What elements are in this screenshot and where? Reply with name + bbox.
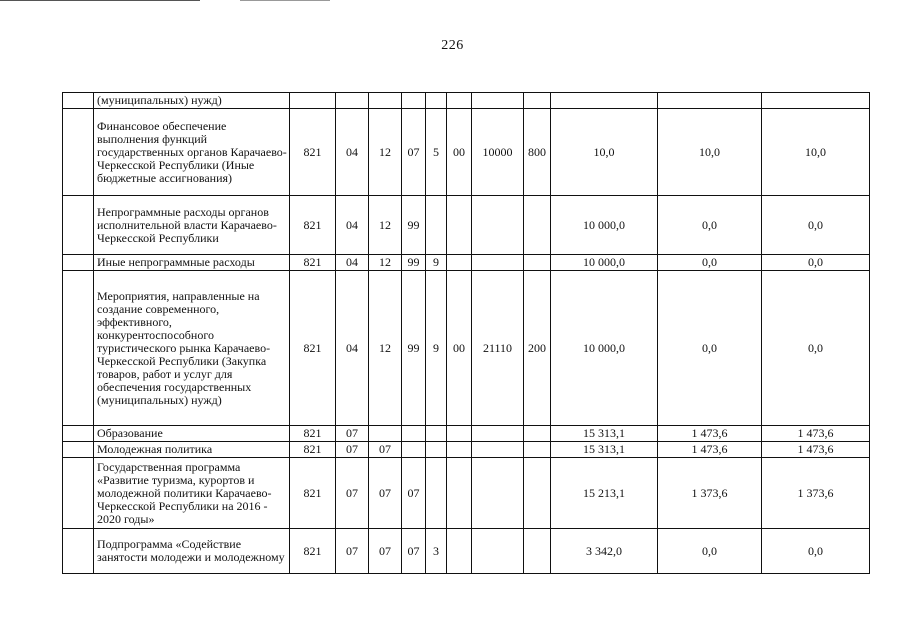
code-cell: 99 xyxy=(402,271,426,426)
code-cell xyxy=(402,93,426,109)
code-cell xyxy=(447,529,472,574)
code-cell xyxy=(426,93,447,109)
code-cell: 821 xyxy=(290,442,336,458)
code-cell xyxy=(447,442,472,458)
code-cell xyxy=(447,426,472,442)
table-row xyxy=(63,442,870,458)
code-cell: 07 xyxy=(402,458,426,529)
amount-cell: 15 213,1 xyxy=(551,458,658,529)
amount-cell: 0,0 xyxy=(762,271,870,426)
code-cell: 5 xyxy=(426,109,447,196)
amount-cell: 1 473,6 xyxy=(658,442,762,458)
row-index-cell xyxy=(63,109,94,196)
amount-cell xyxy=(551,93,658,109)
code-cell: 07 xyxy=(369,442,402,458)
code-cell xyxy=(426,458,447,529)
code-cell: 200 xyxy=(524,271,551,426)
code-cell xyxy=(402,442,426,458)
table-row xyxy=(63,255,870,271)
amount-cell: 15 313,1 xyxy=(551,442,658,458)
item-name-cell: Образование xyxy=(94,426,290,442)
row-index-cell xyxy=(63,255,94,271)
budget-table xyxy=(62,92,870,574)
amount-cell: 3 342,0 xyxy=(551,529,658,574)
code-cell: 10000 xyxy=(472,109,524,196)
code-cell: 12 xyxy=(369,109,402,196)
amount-cell: 10 000,0 xyxy=(551,196,658,255)
page-number: 226 xyxy=(441,38,464,53)
code-cell xyxy=(426,442,447,458)
code-cell: 00 xyxy=(447,109,472,196)
amount-cell: 0,0 xyxy=(762,196,870,255)
code-cell xyxy=(447,196,472,255)
row-index-cell xyxy=(63,442,94,458)
amount-cell: 0,0 xyxy=(658,196,762,255)
code-cell xyxy=(290,93,336,109)
amount-cell: 1 373,6 xyxy=(658,458,762,529)
code-cell: 821 xyxy=(290,109,336,196)
code-cell xyxy=(426,426,447,442)
amount-cell: 10,0 xyxy=(551,109,658,196)
code-cell: 07 xyxy=(336,529,369,574)
code-cell: 12 xyxy=(369,271,402,426)
code-cell xyxy=(369,93,402,109)
code-cell xyxy=(336,93,369,109)
code-cell: 12 xyxy=(369,255,402,271)
code-cell xyxy=(447,255,472,271)
code-cell xyxy=(472,529,524,574)
code-cell: 04 xyxy=(336,255,369,271)
row-index-cell xyxy=(63,529,94,574)
code-cell xyxy=(472,426,524,442)
table-row xyxy=(63,458,870,529)
code-cell xyxy=(472,196,524,255)
table-row xyxy=(63,109,870,196)
code-cell: 821 xyxy=(290,426,336,442)
code-cell: 07 xyxy=(402,109,426,196)
amount-cell: 0,0 xyxy=(762,529,870,574)
item-name-cell: Подпрограмма «Содействие занятости молодежи и молодежному xyxy=(94,529,290,574)
row-index-cell xyxy=(63,458,94,529)
code-cell: 21110 xyxy=(472,271,524,426)
amount-cell xyxy=(762,93,870,109)
scan-edge-line xyxy=(0,0,200,1)
code-cell: 9 xyxy=(426,255,447,271)
code-cell: 821 xyxy=(290,458,336,529)
code-cell xyxy=(472,442,524,458)
table-row xyxy=(63,196,870,255)
code-cell: 07 xyxy=(402,529,426,574)
code-cell: 9 xyxy=(426,271,447,426)
code-cell xyxy=(524,93,551,109)
code-cell: 800 xyxy=(524,109,551,196)
code-cell: 821 xyxy=(290,271,336,426)
amount-cell: 0,0 xyxy=(658,529,762,574)
code-cell xyxy=(447,458,472,529)
item-name-cell: (муниципальных) нужд) xyxy=(94,93,290,109)
code-cell: 3 xyxy=(426,529,447,574)
amount-cell: 0,0 xyxy=(658,255,762,271)
table-row xyxy=(63,426,870,442)
row-index-cell xyxy=(63,93,94,109)
amount-cell: 15 313,1 xyxy=(551,426,658,442)
code-cell xyxy=(524,529,551,574)
amount-cell: 0,0 xyxy=(762,255,870,271)
code-cell: 821 xyxy=(290,255,336,271)
amount-cell: 10,0 xyxy=(658,109,762,196)
code-cell: 07 xyxy=(369,458,402,529)
code-cell xyxy=(472,458,524,529)
amount-cell: 1 473,6 xyxy=(762,426,870,442)
code-cell: 821 xyxy=(290,529,336,574)
code-cell: 07 xyxy=(369,529,402,574)
amount-cell: 10 000,0 xyxy=(551,271,658,426)
code-cell xyxy=(524,442,551,458)
table-row xyxy=(63,529,870,574)
code-cell: 99 xyxy=(402,255,426,271)
item-name-cell: Иные непрограммные расходы xyxy=(94,255,290,271)
code-cell: 12 xyxy=(369,196,402,255)
row-index-cell xyxy=(63,196,94,255)
item-name-cell: Непрограммные расходы органов исполнительной власти Карачаево-Черкесской Республики xyxy=(94,196,290,255)
scan-edge-line xyxy=(240,0,330,1)
table-row xyxy=(63,271,870,426)
code-cell xyxy=(524,196,551,255)
code-cell xyxy=(472,93,524,109)
row-index-cell xyxy=(63,426,94,442)
amount-cell: 1 473,6 xyxy=(762,442,870,458)
code-cell: 07 xyxy=(336,426,369,442)
code-cell: 07 xyxy=(336,442,369,458)
code-cell: 04 xyxy=(336,109,369,196)
code-cell xyxy=(524,255,551,271)
amount-cell: 10 000,0 xyxy=(551,255,658,271)
code-cell: 99 xyxy=(402,196,426,255)
code-cell xyxy=(472,255,524,271)
code-cell: 04 xyxy=(336,271,369,426)
amount-cell: 1 373,6 xyxy=(762,458,870,529)
item-name-cell: Мероприятия, направленные на создание современного, эффективного, конкурентоспособного туристического рынка Карачаево-Черкесской Республики (Закупка товаров, работ и услуг для обеспечения государственных (муниципальных) нужд) xyxy=(94,271,290,426)
code-cell xyxy=(447,93,472,109)
code-cell: 00 xyxy=(447,271,472,426)
code-cell xyxy=(426,196,447,255)
table-row xyxy=(63,93,870,109)
code-cell xyxy=(524,426,551,442)
item-name-cell: Молодежная политика xyxy=(94,442,290,458)
code-cell: 04 xyxy=(336,196,369,255)
amount-cell: 10,0 xyxy=(762,109,870,196)
amount-cell: 0,0 xyxy=(658,271,762,426)
row-index-cell xyxy=(63,271,94,426)
item-name-cell: Финансовое обеспечение выполнения функций государственных органов Карачаево-Черкесской Республики (Иные бюджетные ассигнования) xyxy=(94,109,290,196)
amount-cell xyxy=(658,93,762,109)
code-cell: 07 xyxy=(336,458,369,529)
amount-cell: 1 473,6 xyxy=(658,426,762,442)
code-cell xyxy=(524,458,551,529)
code-cell xyxy=(402,426,426,442)
code-cell: 821 xyxy=(290,196,336,255)
item-name-cell: Государственная программа «Развитие туризма, курортов и молодежной политики Карачаево-Черкесской Республики на 2016 - 2020 годы» xyxy=(94,458,290,529)
code-cell xyxy=(369,426,402,442)
